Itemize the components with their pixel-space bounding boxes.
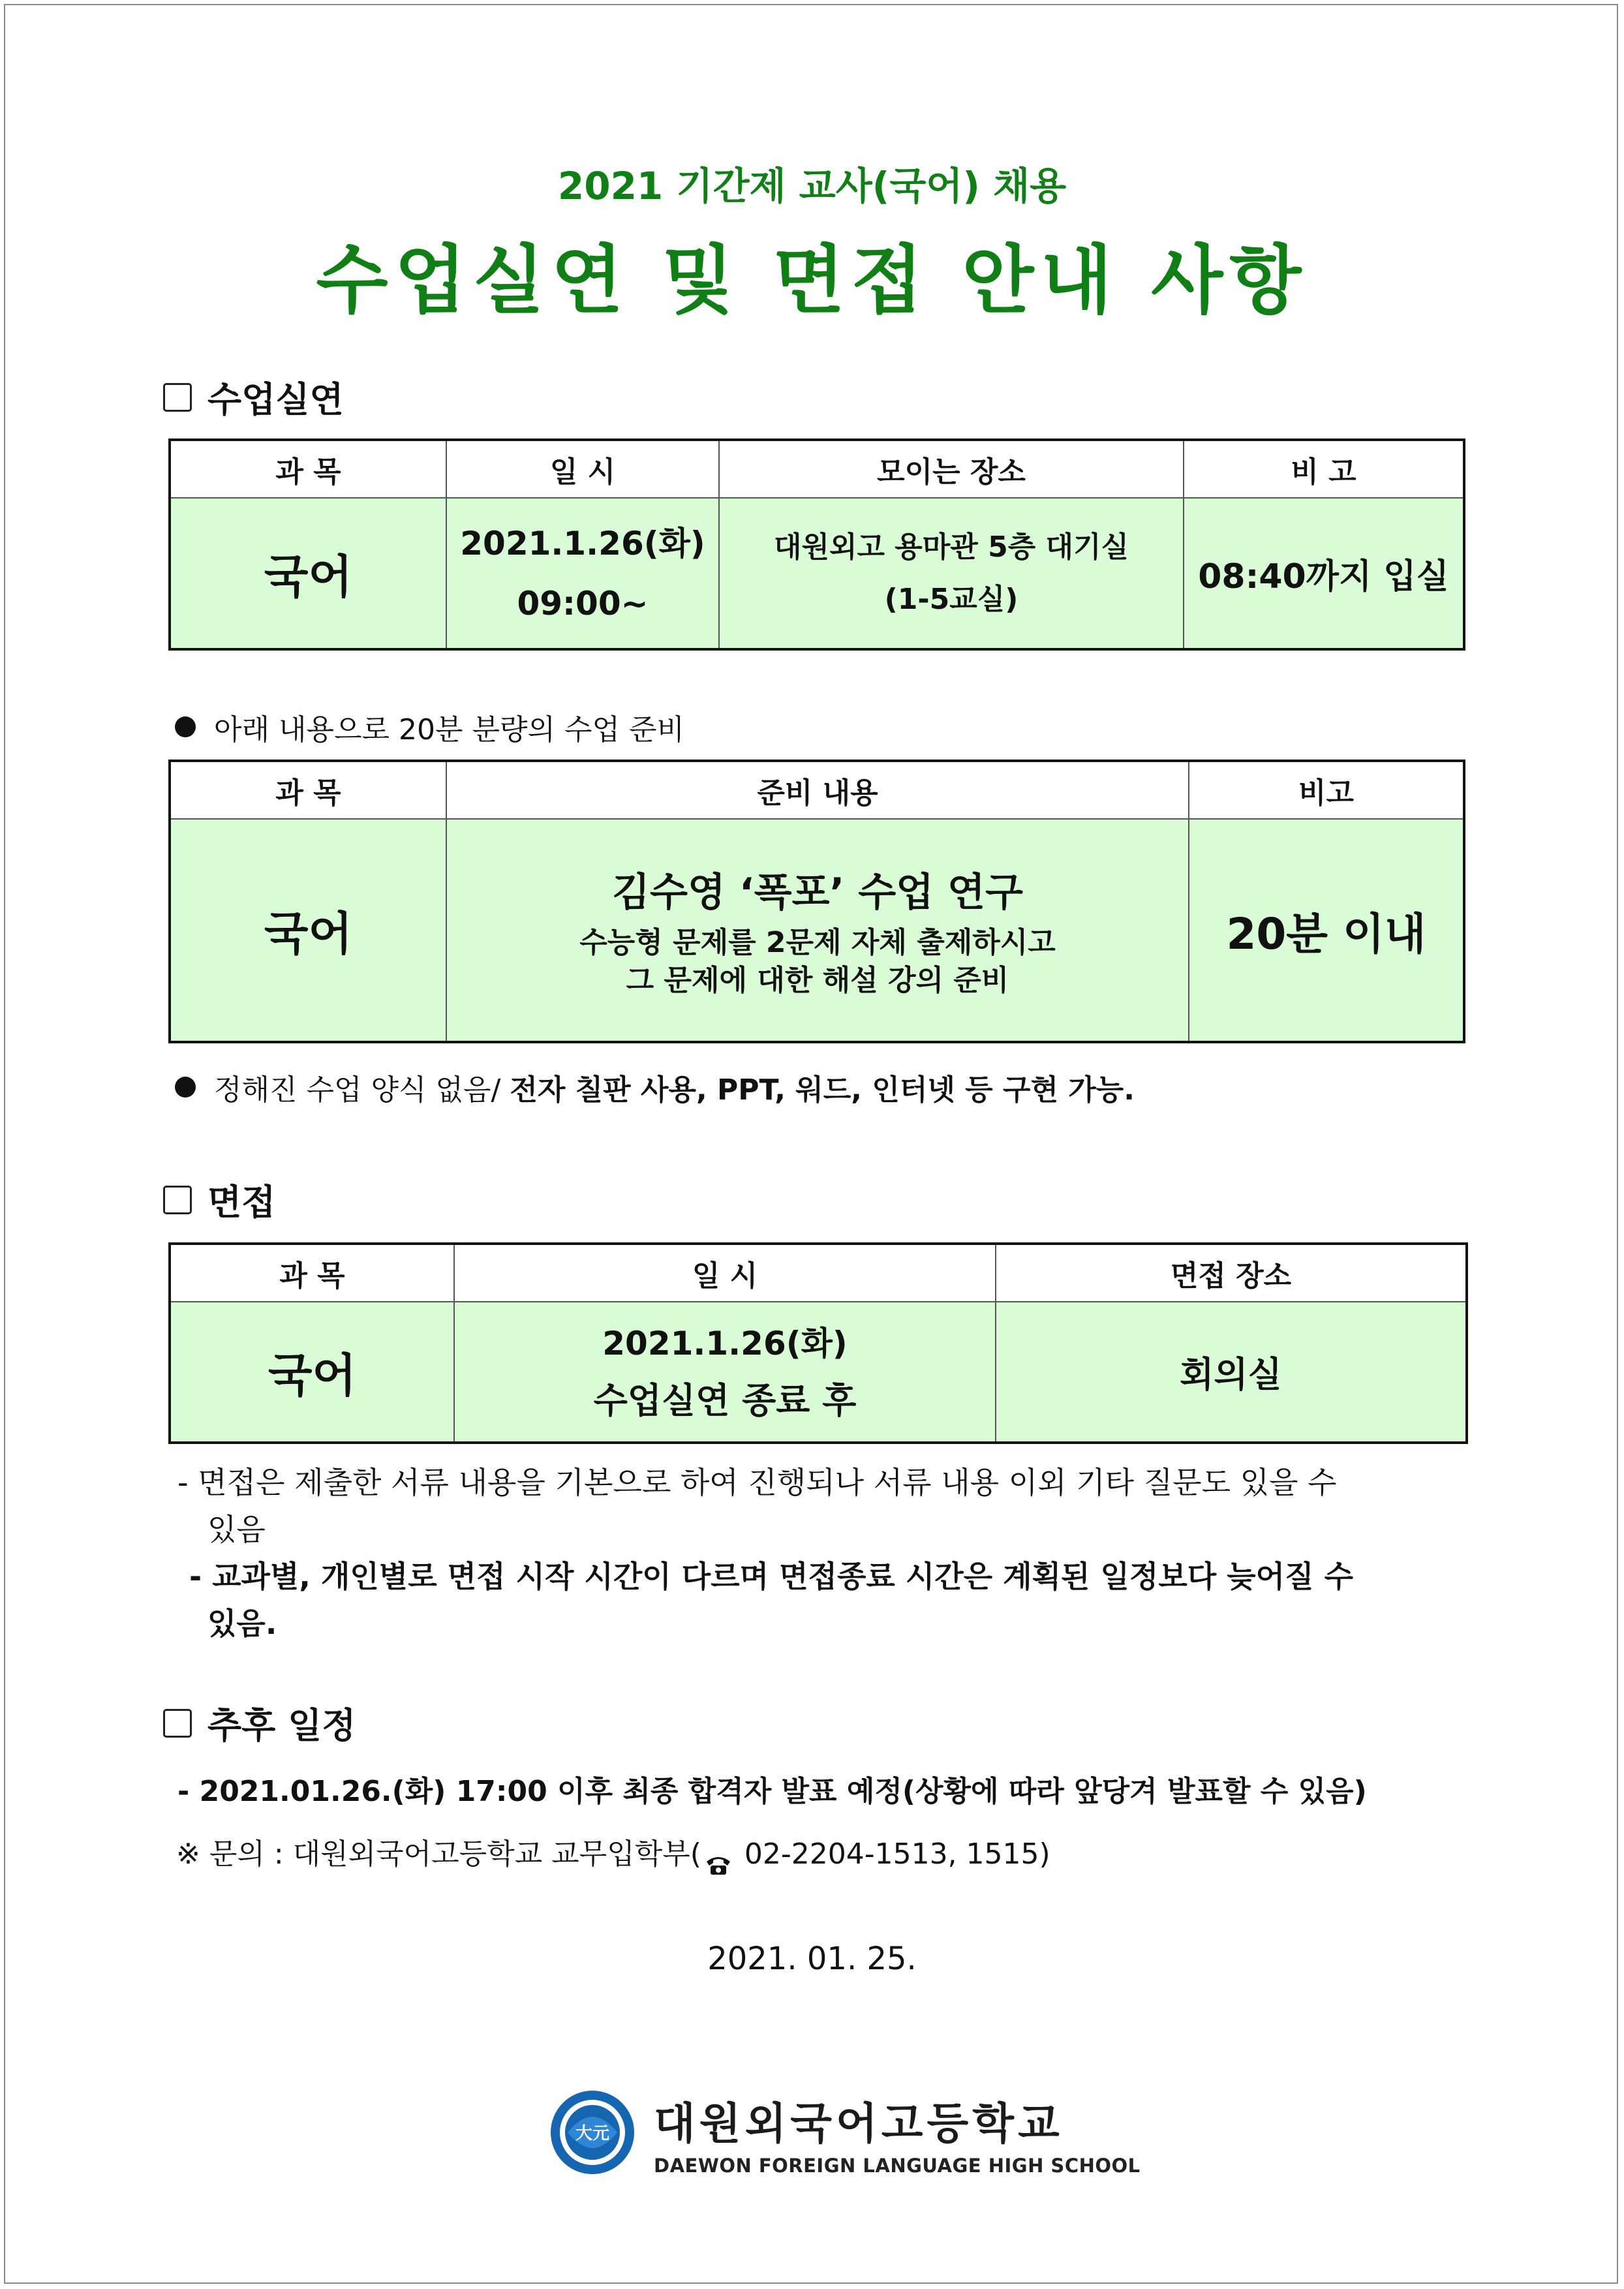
emblem-text: 大元 xyxy=(575,2124,610,2143)
header-prep-content: 준비 내용 xyxy=(446,761,1189,819)
section-heading-label: 수업실연 xyxy=(207,379,344,420)
time-line: 09:00~ xyxy=(517,584,649,622)
checkbox-icon xyxy=(163,1709,192,1738)
section-heading-label: 면접 xyxy=(207,1182,276,1223)
telephone-icon xyxy=(704,1843,733,1866)
date-line: 2021.1.26(화) xyxy=(460,524,705,562)
table-header-row xyxy=(170,1244,1467,1302)
table-row xyxy=(170,1302,1467,1443)
header-remarks: 비고 xyxy=(1189,761,1464,819)
header-datetime: 일 시 xyxy=(454,1244,996,1302)
prep-content-title: 김수영 ‘폭포’ 수업 연구 xyxy=(612,869,1023,915)
school-name-english: DAEWON FOREIGN LANGUAGE HIGH SCHOOL xyxy=(654,2154,1141,2177)
interview-table xyxy=(168,1242,1468,1444)
bullet-text: 아래 내용으로 20분 분량의 수업 준비 xyxy=(214,713,684,746)
prep-content-line: 수능형 문제를 2문제 자체 출제하시고 xyxy=(579,925,1056,959)
note-line: - 면접은 제출한 서류 내용을 기본으로 하여 진행되나 서류 내용 이외 기타 질문도 있을 수 xyxy=(177,1465,1337,1500)
cell-subject: 국어 xyxy=(170,1302,454,1443)
prep-content-line: 그 문제에 대한 해설 강의 준비 xyxy=(626,963,1009,997)
inquiry-suffix: 02-2204-1513, 1515) xyxy=(735,1837,1050,1871)
cell-datetime xyxy=(446,498,719,649)
note-line: 있음. xyxy=(207,1606,277,1641)
inquiry-contact xyxy=(176,1831,1050,1878)
section-heading-demo-class xyxy=(163,372,344,422)
bullet-text-normal: 정해진 수업 양식 없음/ xyxy=(214,1073,510,1107)
demo-class-table xyxy=(168,438,1465,651)
section-heading-label: 추후 일정 xyxy=(207,1705,356,1746)
note-line: 있음 xyxy=(207,1512,266,1547)
table-row xyxy=(170,819,1464,1042)
table-header-row xyxy=(170,440,1464,498)
time-line: 수업실연 종료 후 xyxy=(593,1379,857,1421)
school-name-korean: 대원외국어고등학교 xyxy=(654,2098,1064,2149)
cell-subject: 국어 xyxy=(170,819,446,1042)
prep-content-table xyxy=(168,760,1465,1043)
checkbox-icon xyxy=(163,1186,192,1214)
header-subject: 과 목 xyxy=(170,1244,454,1302)
header-subject: 과 목 xyxy=(170,440,446,498)
cell-subject: 국어 xyxy=(170,498,446,649)
bullet-icon xyxy=(175,1077,196,1098)
interview-note-1 xyxy=(177,1459,1337,1553)
bullet-prep-instruction xyxy=(175,706,684,748)
inquiry-prefix: ※ 문의 : 대원외국어고등학교 교무입학부( xyxy=(176,1837,701,1871)
table-header-row xyxy=(170,761,1464,819)
bullet-text-bold: 전자 칠판 사용, PPT, 워드, 인터넷 등 구현 가능. xyxy=(510,1073,1135,1107)
page-title: 수업실연 및 면접 안내 사항 xyxy=(316,237,1308,324)
header-subject: 과 목 xyxy=(170,761,446,819)
header-remarks: 비 고 xyxy=(1184,440,1464,498)
section-heading-schedule xyxy=(163,1698,356,1748)
cell-datetime xyxy=(454,1302,996,1443)
cell-meeting-place xyxy=(719,498,1184,649)
note-line: - 교과별, 개인별로 면접 시작 시간이 다르며 면접종료 시간은 계획된 일정보다 늦어질 수 xyxy=(189,1559,1354,1594)
table-row xyxy=(170,498,1464,649)
school-name xyxy=(654,2089,1141,2177)
place-line: 대원외고 용마관 5층 대기실 xyxy=(773,530,1129,564)
header-meeting-place: 모이는 장소 xyxy=(719,440,1184,498)
cell-remarks: 20분 이내 xyxy=(1189,819,1464,1042)
cell-prep-content xyxy=(446,819,1189,1042)
cell-remarks: 08:40까지 입실 xyxy=(1184,498,1464,649)
bullet-icon xyxy=(175,716,196,737)
bullet-format-note xyxy=(175,1066,1135,1108)
page-subtitle: 2021 기간제 교사(국어) 채용 xyxy=(557,164,1067,208)
document-date: 2021. 01. 25. xyxy=(707,1941,917,1977)
interview-note-2 xyxy=(189,1553,1353,1647)
school-logo xyxy=(548,2088,1141,2177)
place-room-line: (1-5교실) xyxy=(884,582,1019,616)
announcement-schedule: - 2021.01.26.(화) 17:00 이후 최종 합격자 발표 예정(상황에 따라 앞당겨 발표할 수 있음) xyxy=(177,1775,1367,1808)
header-interview-place: 면접 장소 xyxy=(996,1244,1467,1302)
date-line: 2021.1.26(화) xyxy=(602,1324,848,1362)
checkbox-icon xyxy=(163,383,192,412)
header-datetime: 일 시 xyxy=(446,440,719,498)
cell-interview-place: 회의실 xyxy=(996,1302,1467,1443)
section-heading-interview xyxy=(163,1175,275,1225)
school-emblem-icon xyxy=(548,2088,637,2177)
